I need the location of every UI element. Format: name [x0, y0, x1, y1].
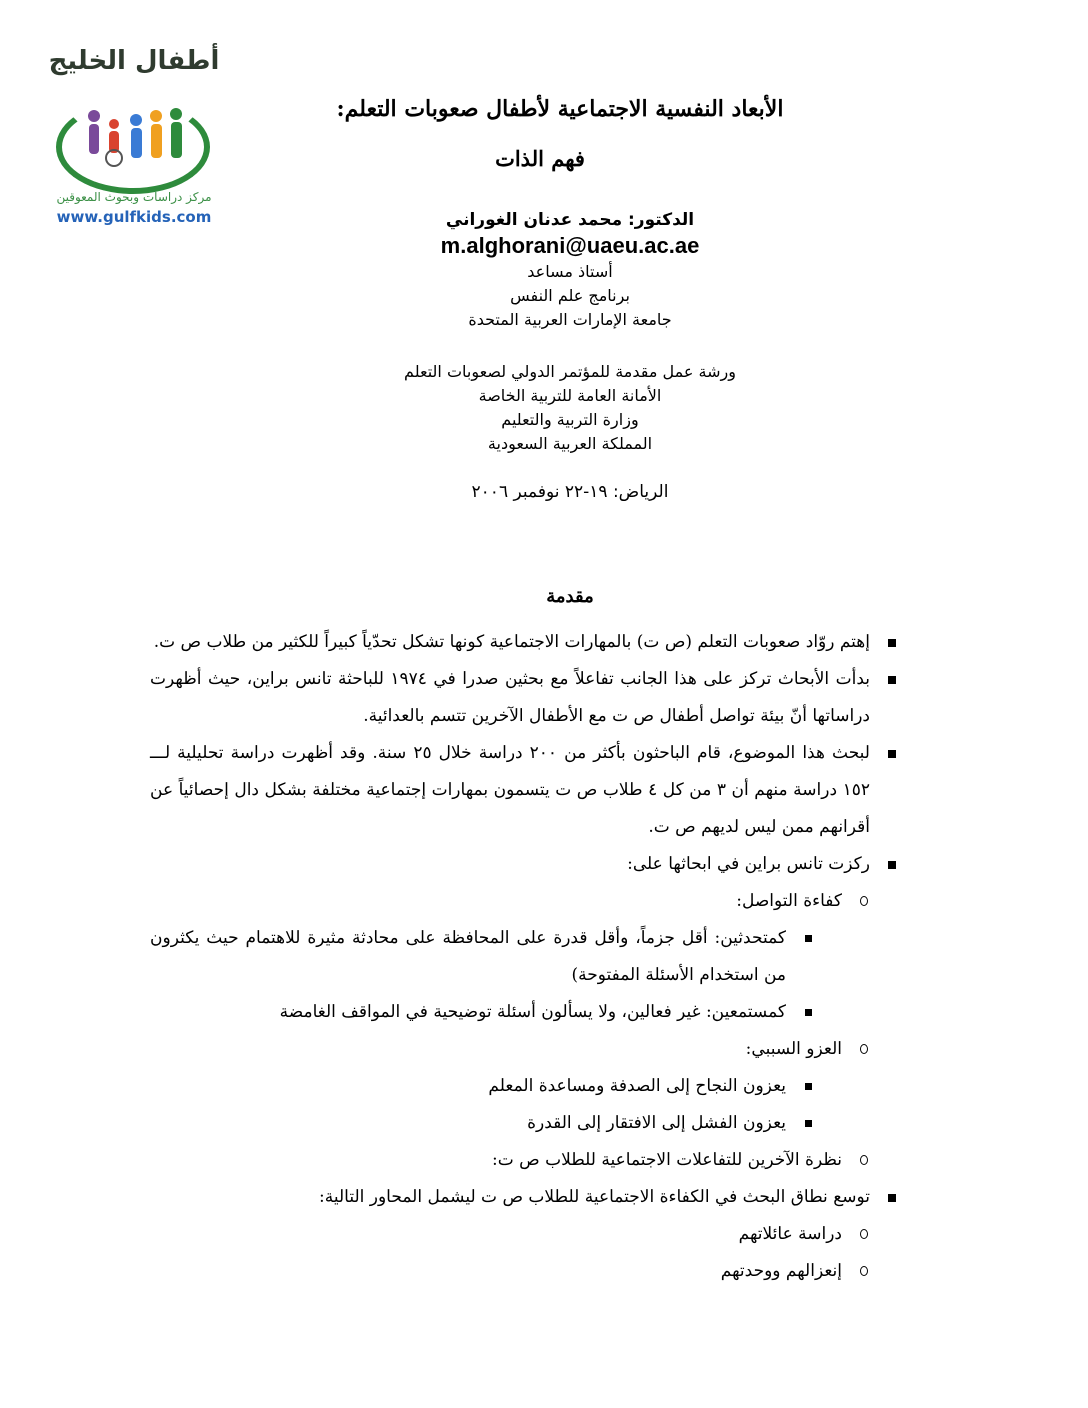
list-item [150, 661, 898, 735]
sub-sub-list-item [150, 920, 814, 994]
square-bullet-icon [888, 1194, 896, 1202]
item-text: كفاءة التواصل: [736, 891, 842, 911]
sub-list-item [150, 1031, 870, 1068]
list-item [150, 1179, 898, 1216]
sub-list-item [150, 1216, 870, 1253]
square-bullet-icon [805, 1009, 812, 1016]
item-text: يعزون الفشل إلى الافتقار إلى القدرة [527, 1113, 786, 1133]
square-bullet-icon [888, 750, 896, 758]
author-university: جامعة الإمارات العربية المتحدة [468, 310, 672, 329]
sub-sub-list-item [150, 1105, 814, 1142]
list-item [150, 624, 898, 661]
square-bullet-icon [805, 935, 812, 942]
logo-title: أطفال الخليج [48, 46, 220, 76]
square-bullet-icon [805, 1083, 812, 1090]
author-name: الدكتور: محمد عدنان الغوراني [445, 210, 695, 230]
item-text: بدأت الأبحاث تركز على هذا الجانب تفاعلاً مع بحثين صدرا في ١٩٧٤ للباحثة تانس براين، حيث أظهرت دراساتها أنّ بيئة تواصل أطفال ص ت مع الأطفال الآخرين تتسم بالعدائية. [150, 669, 870, 726]
document-body [150, 624, 898, 1290]
workshop-line: الأمانة العامة للتربية الخاصة [478, 386, 662, 405]
sub-sub-list-item [150, 994, 814, 1031]
author-email[interactable]: m.alghorani@uaeu.ac.ae [440, 233, 700, 258]
family-figures-icon [80, 104, 190, 180]
sub-sub-list-item [150, 1068, 814, 1105]
item-text: يعزون النجاح إلى الصدفة ومساعدة المعلم [488, 1076, 786, 1096]
document-title: الأبعاد النفسية الاجتماعية لأطفال صعوبات التعلم: [336, 96, 784, 122]
list-item [150, 846, 898, 883]
workshop-line: وزارة التربية والتعليم [501, 410, 639, 429]
list-item [150, 735, 898, 846]
sub-list-item [150, 1253, 870, 1290]
item-text: كمتحدثين: أقل جزماً، وأقل قدرة على المحافظة على محادثة مثيرة للاهتمام حيث يكثرون من استخدام الأسئلة المفتوحة) [150, 928, 786, 985]
circle-bullet-icon [860, 1155, 868, 1165]
item-text: لبحث هذا الموضوع، قام الباحثون بأكثر من ٢٠٠ دراسة خلال ٢٥ سنة. وقد أظهرت دراسة تحليلية لـــ ١٥٢ دراسة منهم أن ٣ من كل ٤ طلاب ص ت يتسمون بمهارات إجتماعية مختلفة بشكل دال إحصائياً عن أقرانهم ممن ليس لديهم ص ت. [150, 743, 870, 837]
sub-list-item [150, 883, 870, 920]
sub-list-item [150, 1142, 870, 1179]
circle-bullet-icon [860, 1229, 868, 1239]
author-block [250, 208, 890, 332]
item-text: العزو السببي: [745, 1039, 842, 1059]
item-text: توسع نطاق البحث في الكفاءة الاجتماعية للطلاب ص ت ليشمل المحاور التالية: [318, 1187, 870, 1207]
logo [48, 38, 220, 232]
workshop-line: المملكة العربية السعودية [487, 434, 653, 453]
square-bullet-icon [805, 1120, 812, 1127]
author-position: أستاذ مساعد [527, 262, 613, 281]
circle-bullet-icon [860, 1044, 868, 1054]
item-text: إهتم روّاد صعوبات التعلم (ص ت) بالمهارات الاجتماعية كونها تشكل تحدّياً كبيراً للكثير من طلاب ص ت. [153, 632, 870, 652]
item-text: دراسة عائلاتهم [738, 1224, 842, 1244]
event-date: الرياض: ١٩-٢٢ نوفمبر ٢٠٠٦ [471, 482, 669, 502]
author-program: برنامج علم النفس [510, 286, 630, 305]
item-text: إنعزالهم ووحدتهم [720, 1261, 842, 1281]
item-text: كمستمعين: غير فعالين، ولا يسألون أسئلة توضيحية في المواقف الغامضة [279, 1002, 786, 1022]
square-bullet-icon [888, 676, 896, 684]
document-subtitle: فهم الذات [495, 146, 585, 171]
item-text: ركزت تانس براين في ابحاثها على: [627, 854, 870, 874]
workshop-block [250, 360, 890, 456]
square-bullet-icon [888, 861, 896, 869]
circle-bullet-icon [860, 896, 868, 906]
section-title: مقدمة [546, 586, 594, 607]
circle-bullet-icon [860, 1266, 868, 1276]
logo-url[interactable]: www.gulfkids.com [56, 208, 212, 226]
workshop-line: ورشة عمل مقدمة للمؤتمر الدولي لصعوبات التعلم [404, 362, 736, 381]
square-bullet-icon [888, 639, 896, 647]
item-text: نظرة الآخرين للتفاعلات الاجتماعية للطلاب ص ت: [491, 1150, 842, 1170]
logo-subtitle: مركز دراسات وبحوث المعوقين [56, 190, 212, 204]
